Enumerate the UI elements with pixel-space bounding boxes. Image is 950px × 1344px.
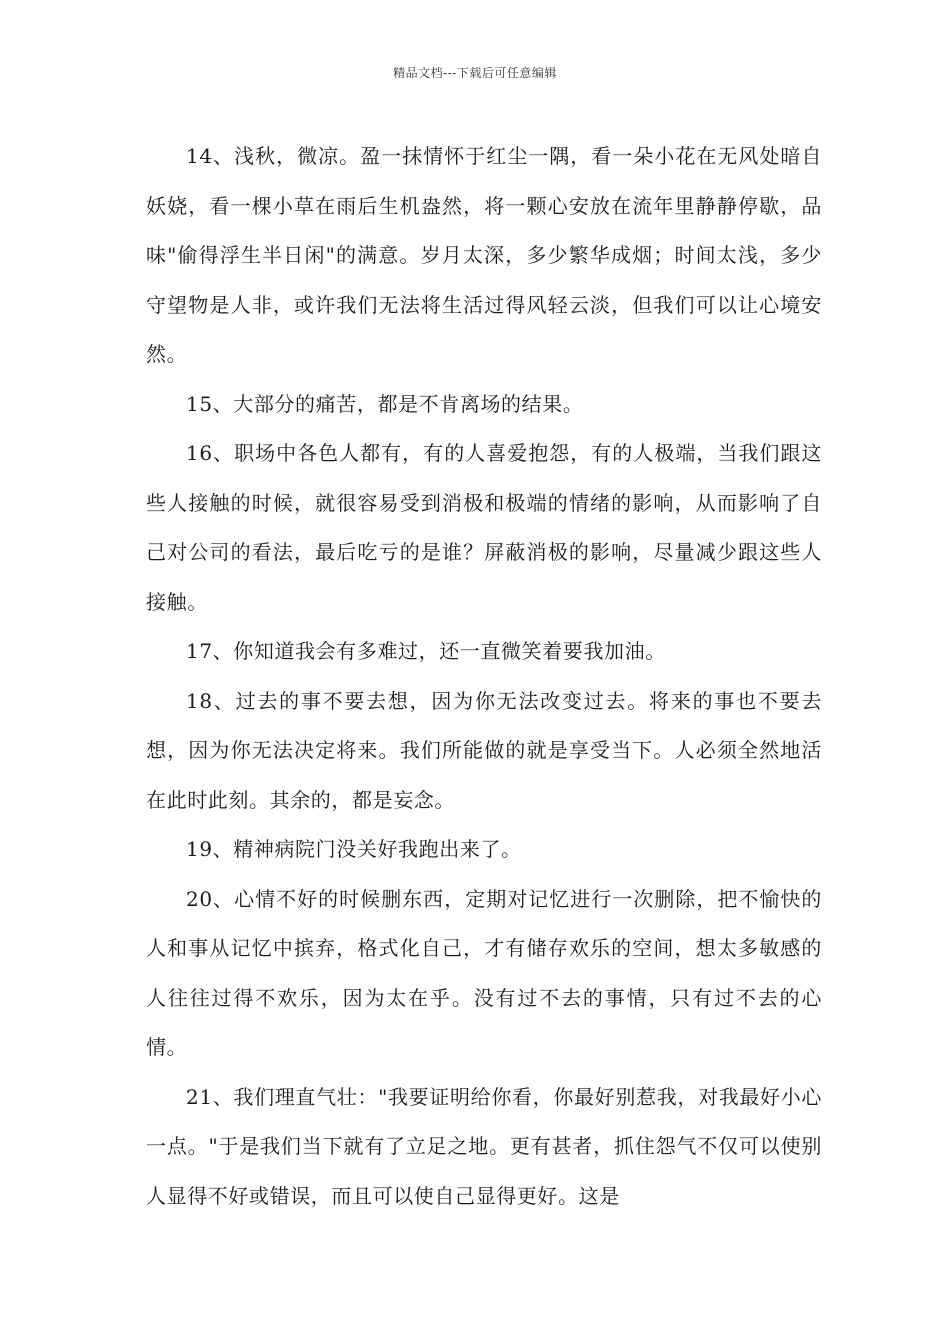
paragraph-16: 16、职场中各色人都有，有的人喜爱抱怨，有的人极端，当我们跟这些人接触的时候，就很容易受到消极和极端的情绪的影响，从而影响了自己对公司的看法，最后吃亏的是谁？屏蔽消极的影响，尽量减少跟这些人接触。	[146, 441, 822, 614]
paragraph-14: 14、浅秋，微凉。盈一抹情怀于红尘一隅，看一朵小花在无风处暗自妖娆，看一棵小草在雨后生机盎然，将一颗心安放在流年里静静停歇，品味"偷得浮生半日闲"的满意。岁月太深，多少繁华成烟；时间太浅，多少守望物是人非，或许我们无法将生活过得风轻云淡，但我们可以让心境安然。	[146, 144, 822, 366]
paragraph-18: 18、过去的事不要去想，因为你无法改变过去。将来的事也不要去想，因为你无法决定将来。我们所能做的就是享受当下。人必须全然地活在此时此刻。其余的，都是妄念。	[146, 688, 822, 812]
paragraph-15: 15、大部分的痛苦，都是不肯离场的结果。	[186, 391, 584, 416]
paragraph-21: 21、我们理直气壮："我要证明给你看，你最好别惹我，对我最好小心一点。"于是我们当下就有了立足之地。更有甚者，抓住怨气不仅可以使别人显得不好或错误，而且可以使自己显得更好。这是	[146, 1084, 822, 1208]
paragraph-17: 17、你知道我会有多难过，还一直微笑着要我加油。	[186, 639, 666, 663]
paragraph-20: 20、心情不好的时候删东西，定期对记忆进行一次删除，把不愉快的人和事从记忆中摈弃，格式化自己，才有储存欢乐的空间，想太多敏感的人往往过得不欢乐，因为太在乎。没有过不去的事情，只有过不去的心情。	[146, 886, 822, 1059]
document-body	[146, 132, 822, 1221]
paragraph-19: 19、精神病院门没关好我跑出来了。	[186, 837, 522, 861]
page-header: 精品文档---下载后可任意编辑	[393, 66, 557, 80]
